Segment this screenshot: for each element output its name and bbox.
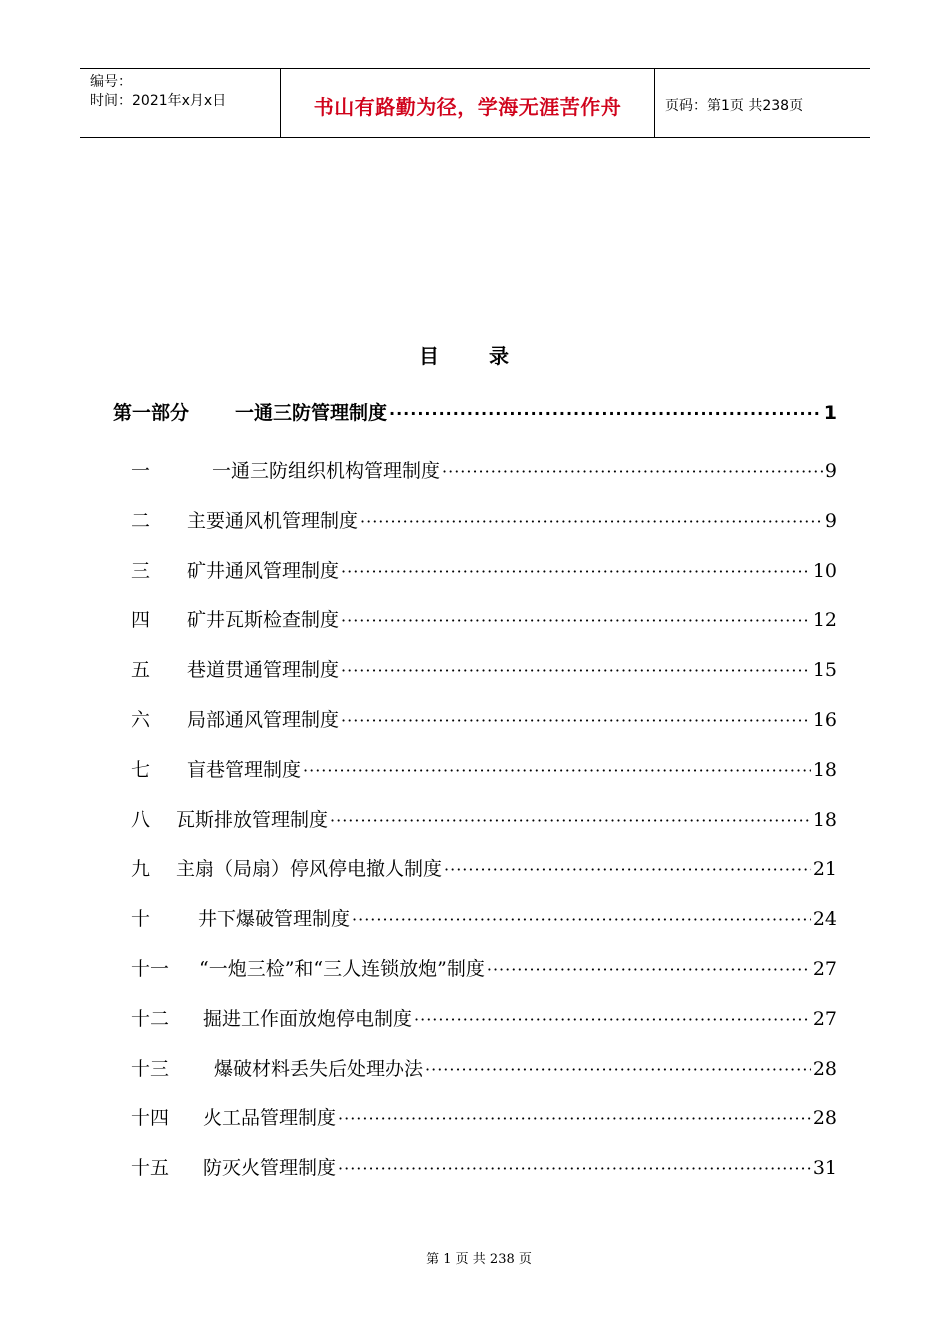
part-page: 1 bbox=[823, 402, 837, 424]
entry-number: 十三 bbox=[131, 1057, 170, 1080]
entry-title: 一通三防组织机构管理制度 bbox=[212, 460, 441, 482]
toc-entry[interactable] bbox=[113, 506, 837, 556]
entry-title: 矿井瓦斯检查制度 bbox=[187, 609, 340, 632]
leader-dots bbox=[487, 960, 811, 979]
entry-number: 三 bbox=[131, 559, 151, 582]
entry-number: 七 bbox=[131, 758, 151, 781]
toc-entry[interactable] bbox=[113, 755, 837, 805]
entry-page: 10 bbox=[812, 559, 837, 582]
toc-entry[interactable] bbox=[113, 1103, 837, 1153]
leader-dots bbox=[414, 1010, 811, 1029]
entry-number: 五 bbox=[131, 659, 151, 682]
entry-title: 矿井通风管理制度 bbox=[187, 559, 340, 582]
entry-page: 21 bbox=[812, 858, 837, 881]
leader-dots bbox=[352, 910, 811, 929]
entry-page: 27 bbox=[812, 957, 837, 980]
entry-number: 八 bbox=[131, 808, 151, 831]
entry-number: 一 bbox=[131, 460, 151, 482]
part-number: 第一部分 bbox=[113, 402, 190, 424]
leader-dots bbox=[341, 711, 811, 730]
entry-title: 爆破材料丢失后处理办法 bbox=[214, 1057, 424, 1080]
leader-dots bbox=[360, 512, 823, 531]
motto: 书山有路勤为径，学海无涯苦作舟 bbox=[281, 69, 655, 137]
entry-number: 九 bbox=[131, 858, 151, 881]
toc-title: 目录 bbox=[419, 344, 559, 368]
entry-page: 18 bbox=[812, 808, 837, 831]
leader-dots bbox=[425, 1060, 811, 1079]
number-label: 编号： bbox=[90, 74, 132, 90]
entry-title: 井下爆破管理制度 bbox=[198, 908, 351, 931]
entry-number: 十 bbox=[131, 908, 151, 931]
leader-dots bbox=[442, 462, 823, 481]
entry-number: 六 bbox=[131, 708, 151, 731]
leader-dots bbox=[303, 761, 811, 780]
header-meta bbox=[80, 69, 281, 137]
entry-number: 二 bbox=[131, 509, 151, 532]
toc-entry[interactable] bbox=[113, 805, 837, 855]
entry-page: 24 bbox=[812, 908, 837, 931]
toc-entry[interactable] bbox=[113, 854, 837, 904]
entry-page: 28 bbox=[812, 1057, 837, 1080]
entry-title: 局部通风管理制度 bbox=[187, 708, 340, 731]
leader-dots bbox=[341, 611, 811, 630]
entry-title: 巷道贯通管理制度 bbox=[187, 659, 340, 682]
toc-items bbox=[113, 456, 837, 1203]
page-info: 页码：第1页 共238页 bbox=[665, 98, 804, 114]
toc-part-entry[interactable] bbox=[113, 398, 837, 428]
entry-number: 十一 bbox=[131, 957, 170, 980]
leader-dots bbox=[389, 404, 822, 423]
entry-number: 十二 bbox=[131, 1007, 170, 1030]
leader-dots bbox=[444, 860, 811, 879]
toc-entry[interactable] bbox=[113, 556, 837, 606]
toc-entry[interactable] bbox=[113, 655, 837, 705]
entry-page: 12 bbox=[812, 609, 837, 632]
toc-entry[interactable] bbox=[113, 1004, 837, 1054]
toc-entry[interactable] bbox=[113, 904, 837, 954]
entry-title: “一炮三检”和“三人连锁放炮”制度 bbox=[199, 957, 485, 980]
entry-title: 主扇（局扇）停风停电撤人制度 bbox=[176, 858, 443, 881]
entry-page: 18 bbox=[812, 758, 837, 781]
entry-title: 盲巷管理制度 bbox=[187, 758, 302, 781]
entry-title: 主要通风机管理制度 bbox=[187, 509, 359, 532]
entry-number: 四 bbox=[131, 609, 151, 632]
toc-entry[interactable] bbox=[113, 605, 837, 655]
entry-title: 火工品管理制度 bbox=[203, 1107, 337, 1130]
entry-title: 防灭火管理制度 bbox=[203, 1157, 337, 1180]
toc-entry[interactable] bbox=[113, 954, 837, 1004]
leader-dots bbox=[338, 1109, 811, 1128]
page-footer: 第 1 页 共 238 页 bbox=[426, 1252, 532, 1267]
leader-dots bbox=[330, 811, 811, 830]
table-of-contents bbox=[113, 398, 837, 1203]
part-title: 一通三防管理制度 bbox=[235, 402, 388, 424]
entry-page: 31 bbox=[812, 1157, 837, 1180]
entry-number: 十五 bbox=[131, 1157, 170, 1180]
toc-entry[interactable] bbox=[113, 1054, 837, 1104]
entry-page: 27 bbox=[812, 1007, 837, 1030]
leader-dots bbox=[341, 661, 811, 680]
time-label: 时间：2021年x月x日 bbox=[90, 93, 227, 109]
leader-dots bbox=[341, 562, 811, 581]
toc-entry[interactable] bbox=[113, 456, 837, 506]
entry-title: 瓦斯排放管理制度 bbox=[176, 808, 329, 831]
entry-page: 15 bbox=[812, 659, 837, 682]
entry-page: 16 bbox=[812, 708, 837, 731]
toc-entry[interactable] bbox=[113, 1153, 837, 1203]
entry-page: 28 bbox=[812, 1107, 837, 1130]
entry-page: 9 bbox=[824, 460, 837, 482]
toc-entry[interactable] bbox=[113, 705, 837, 755]
entry-title: 掘进工作面放炮停电制度 bbox=[203, 1007, 413, 1030]
entry-number: 十四 bbox=[131, 1107, 170, 1130]
entry-page: 9 bbox=[824, 509, 837, 532]
document-header bbox=[80, 68, 870, 138]
leader-dots bbox=[338, 1159, 811, 1178]
